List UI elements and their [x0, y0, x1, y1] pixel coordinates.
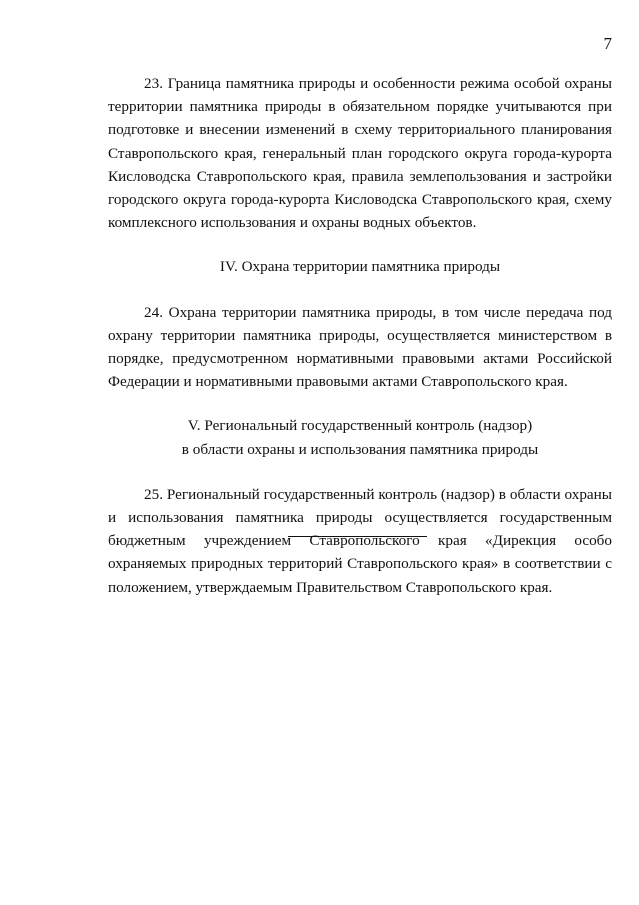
- paragraph-23: 23. Граница памятника природы и особенности режима особой охраны территории памятника природы в обязательном порядке учитываются при подготовке и внесении изменений в схему территориального планирования Ставропольского края, генеральный план городского округа города-курорта Кисловодска Ставропольского края, правила землепользования и застройки городского округа города-курорта Кисловодска Ставропольского края, схему комплексного использования и охраны водных объектов.: [108, 75, 612, 232]
- paragraph-24: 24. Охрана территории памятника природы, в том числе передача под охрану территории памятника природы, осуществляется министерством в порядке, предусмотренном нормативными правовыми актами Российской Федерации и нормативными правовыми актами Ставропольского края.: [108, 303, 612, 391]
- section-heading-v-line-2: в области охраны и использования памятника природы: [181, 440, 539, 458]
- section-heading-iv: IV. Охрана территории памятника природы: [219, 258, 501, 276]
- page-number: 7: [603, 34, 612, 53]
- document-body: [108, 72, 612, 599]
- end-divider-line: [288, 536, 427, 537]
- section-heading-v: [108, 414, 612, 460]
- section-heading-v-line-1: V. Региональный государственный контроль (надзор): [187, 417, 533, 435]
- paragraph-25: 25. Региональный государственный контроль (надзор) в области охраны и использования памятника природы осуществляется государственным бюджетным учреждением Ставропольского края «Дирекция особо охраняемых природных территорий Ставропольского края» в соответствии с положением, утверждаемым Правительством Ставропольского края.: [108, 485, 612, 596]
